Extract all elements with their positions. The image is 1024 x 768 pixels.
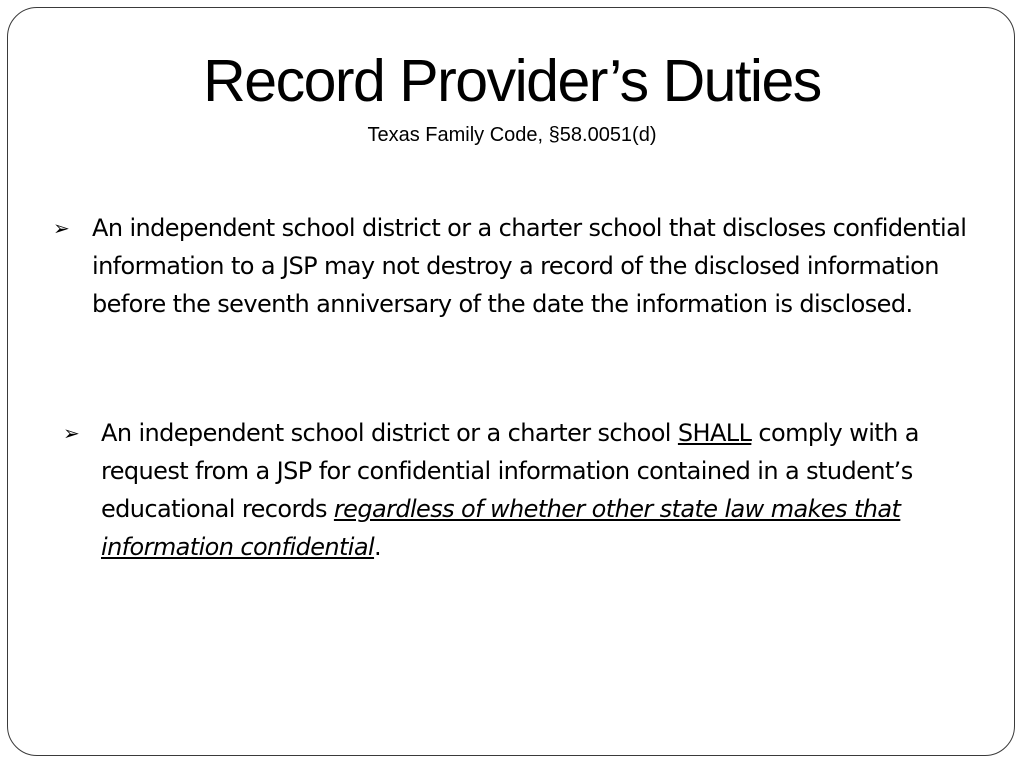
bullet-2-text-middle: comply with a request from a JSP for confidential information contained in a student’s educational records: [101, 419, 919, 523]
bullet-2-text: [63, 414, 993, 566]
slide-subtitle: Texas Family Code, §58.0051(d): [367, 124, 657, 146]
bullet-item-2: [63, 414, 993, 566]
bullet-item-1: [53, 209, 983, 323]
bullet-1-text: An independent school district or a charter school that discloses confidential information to a JSP may not destroy a record of the disclosed information before the seventh anniversary of the date the information is disclosed.: [92, 214, 967, 318]
regardless-emphasis: regardless of whether other state law makes that information confidential: [101, 495, 901, 561]
bullet-2-text-end: .: [374, 533, 382, 561]
arrow-bullet-icon: ➢: [63, 421, 80, 445]
slide-title: Record Provider’s Duties: [203, 48, 821, 114]
shall-emphasis: SHALL: [677, 419, 752, 447]
bullet-2-text-before: An independent school district or a charter school: [101, 419, 678, 447]
arrow-bullet-icon: ➢: [53, 216, 70, 240]
slide-frame: [7, 7, 1015, 756]
